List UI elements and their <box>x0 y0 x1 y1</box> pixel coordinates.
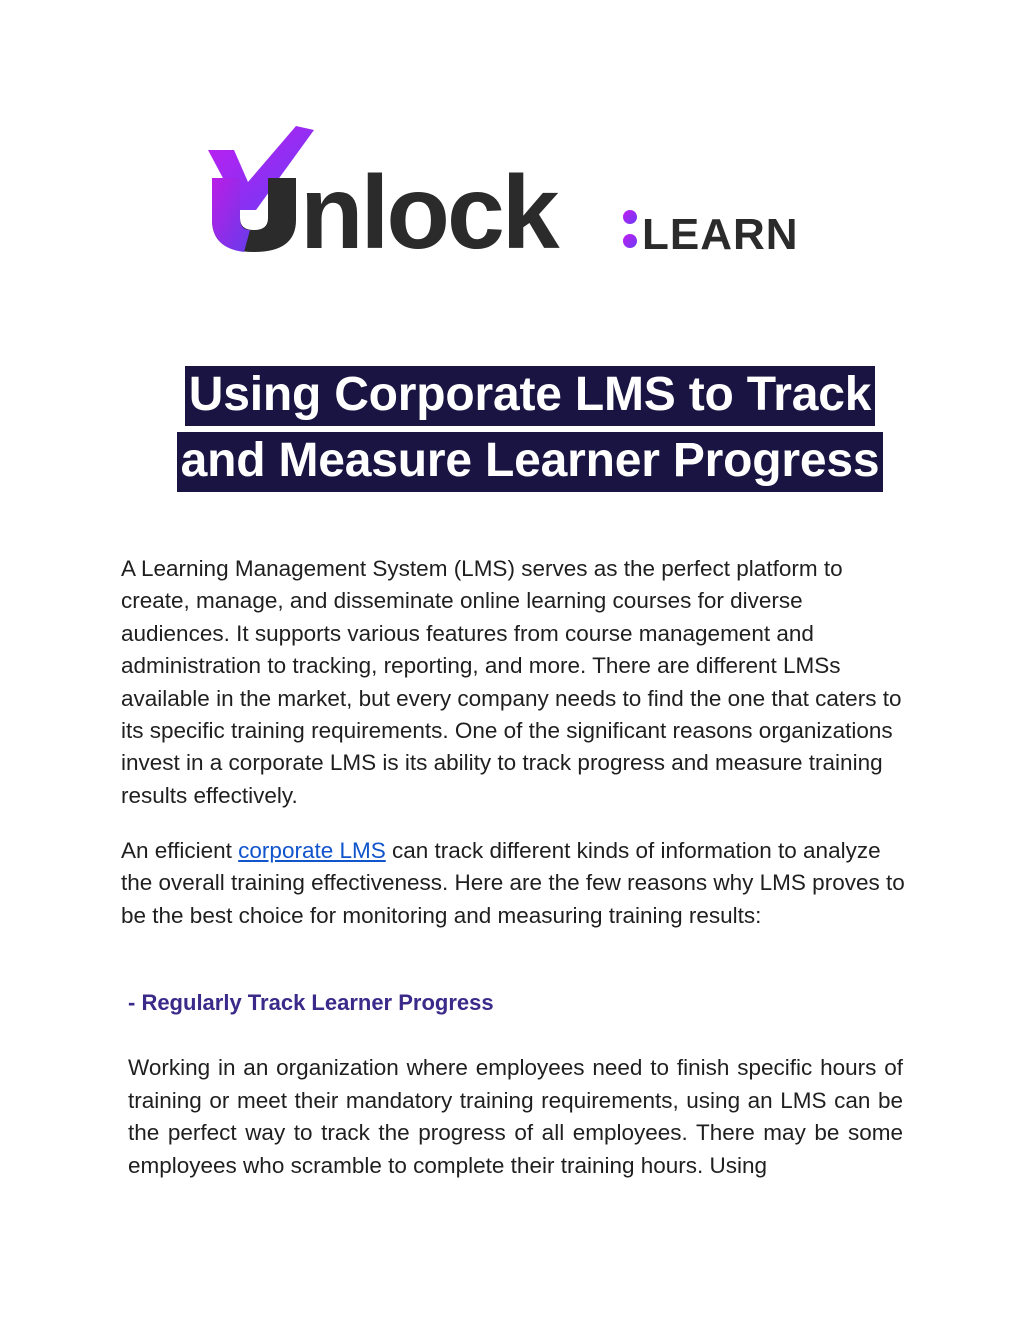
corporate-lms-link[interactable]: corporate LMS <box>238 838 386 863</box>
page-title <box>150 366 910 498</box>
paragraph2-after-link: can track different kinds of information to analyze the overall training effectiveness. Here are the few reasons why LMS proves to be the best choice for monitoring and measuring training results: <box>121 838 905 928</box>
section-paragraph: Working in an organization where employees need to finish specific hours of training or meet their mandatory training requirements, using an LMS can be the perfect way to track the progress of all employees. There may be some employees who scramble to complete their training hours. Using <box>128 1055 903 1178</box>
paragraph2-before-link: An efficient <box>121 838 239 863</box>
section-subheading: - Regularly Track Learner Progress <box>128 990 494 1015</box>
logo-suffix: LEARN <box>642 210 799 259</box>
intro-paragraph: A Learning Management System (LMS) serves as the perfect platform to create, manage, and disseminate online learning courses for diverse audiences. It supports various features from course management and administration to tracking, reporting, and more. There are different LMSs available in the market, but every company needs to find the one that caters to its specific training requirements. One of the significant reasons organizations invest in a corporate LMS is its ability to track progress and measure training results effectively. <box>121 556 902 808</box>
second-paragraph <box>121 835 911 932</box>
logo-wordmark: nlock <box>300 155 557 260</box>
title-line-1: Using Corporate LMS to Track <box>185 366 876 426</box>
logo-graphic <box>204 120 824 260</box>
title-line-2: and Measure Learner Progress <box>177 432 884 492</box>
unlock-learn-logo <box>204 120 824 260</box>
